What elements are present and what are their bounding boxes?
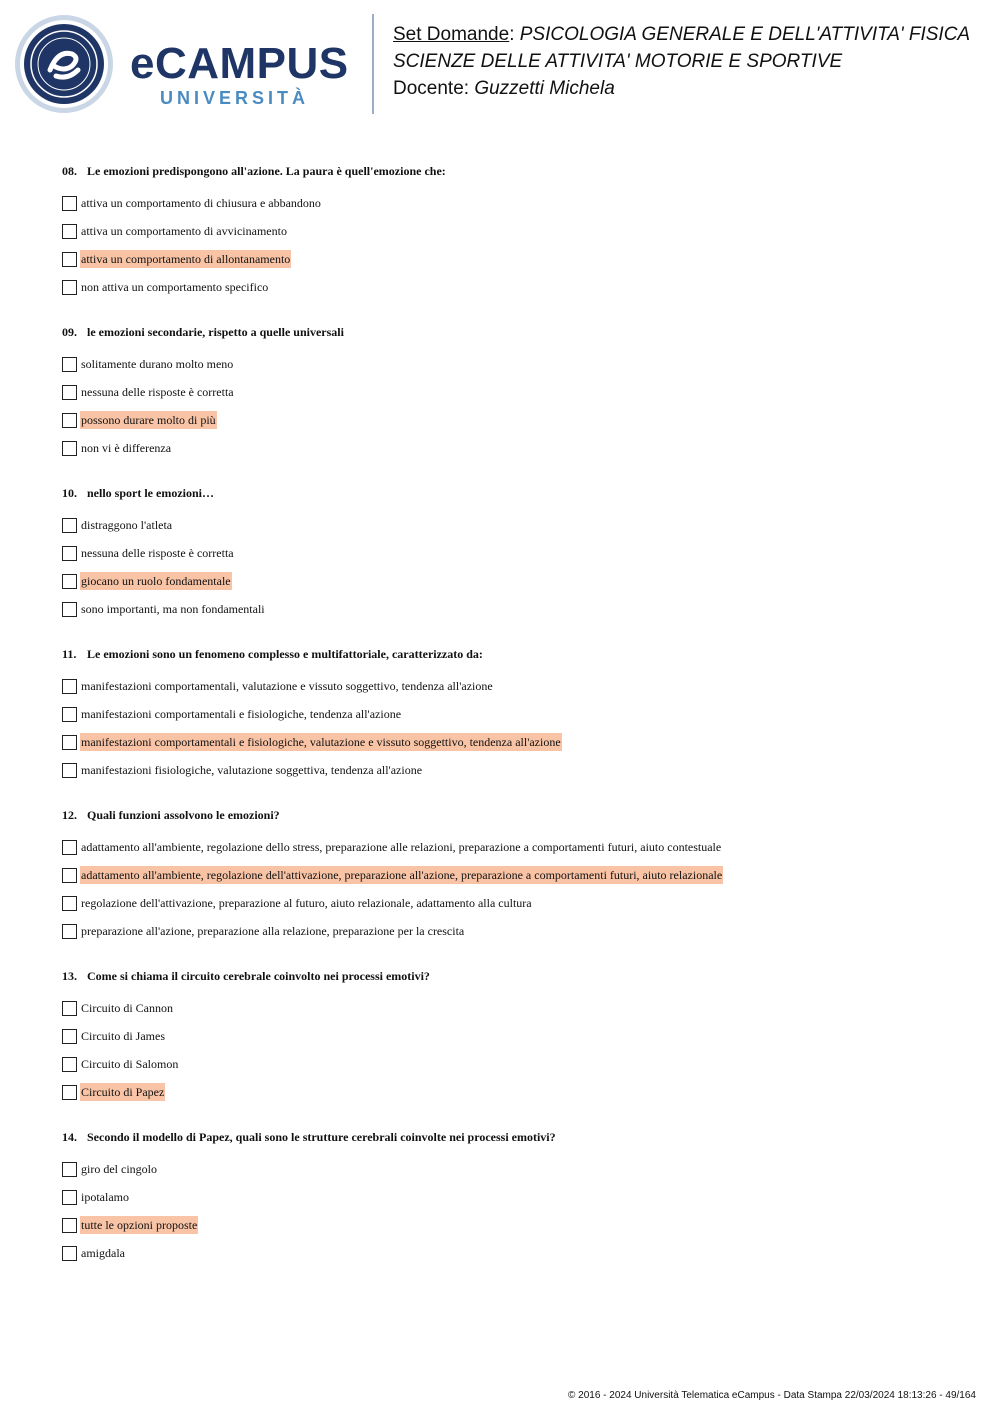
answer-text: manifestazioni comportamentali, valutazione e vissuto soggettivo, tendenza all'azione (81, 679, 493, 693)
question-block (62, 646, 962, 784)
answer-checkbox[interactable] (62, 896, 77, 911)
answer-option-correct[interactable] (62, 1078, 962, 1106)
question-block (62, 163, 962, 301)
answer-checkbox[interactable] (62, 868, 77, 883)
answer-text: adattamento all'ambiente, regolazione dell'attivazione, preparazione all'azione, preparazione a comportamenti futuri, aiuto relazionale (81, 868, 723, 882)
question-text: le emozioni secondarie, rispetto a quelle universali (87, 325, 344, 339)
answer-checkbox[interactable] (62, 224, 77, 239)
question-number: 13. (62, 969, 77, 983)
question-number: 14. (62, 1130, 77, 1144)
answer-checkbox[interactable] (62, 707, 77, 722)
answer-checkbox[interactable] (62, 1085, 77, 1100)
logo-subtitle: UNIVERSITÀ (160, 88, 310, 108)
answer-checkbox[interactable] (62, 280, 77, 295)
answer-checkbox[interactable] (62, 1190, 77, 1205)
answer-text: preparazione all'azione, preparazione alla relazione, preparazione per la crescita (81, 924, 465, 938)
answer-checkbox[interactable] (62, 252, 77, 267)
answer-text: giro del cingolo (81, 1162, 157, 1176)
question-number: 12. (62, 808, 77, 822)
answer-text: distraggono l'atleta (81, 518, 173, 532)
question-number: 09. (62, 325, 77, 339)
ecampus-seal-logo (14, 14, 114, 114)
answer-text: giocano un ruolo fondamentale (81, 574, 231, 588)
question-title (62, 485, 962, 501)
answer-checkbox[interactable] (62, 1029, 77, 1044)
answer-option[interactable] (62, 1183, 962, 1211)
answer-option-correct[interactable] (62, 406, 962, 434)
answer-checkbox[interactable] (62, 840, 77, 855)
question-list (62, 163, 962, 1290)
answer-text: manifestazioni fisiologiche, valutazione soggettiva, tendenza all'azione (81, 763, 423, 777)
answer-checkbox[interactable] (62, 679, 77, 694)
question-number: 11. (62, 647, 77, 661)
answer-text: regolazione dell'attivazione, preparazione al futuro, aiuto relazionale, adattamento alla cultura (81, 896, 532, 910)
answer-option[interactable] (62, 217, 962, 245)
answer-checkbox[interactable] (62, 413, 77, 428)
answer-text: ipotalamo (81, 1190, 129, 1204)
answer-checkbox[interactable] (62, 1218, 77, 1233)
question-number: 08. (62, 164, 77, 178)
answer-text: adattamento all'ambiente, regolazione dello stress, preparazione alle relazioni, preparazione a comportamenti futuri, aiuto contestuale (81, 840, 722, 854)
ecampus-wordmark (130, 40, 360, 112)
answer-text: manifestazioni comportamentali e fisiologiche, tendenza all'azione (81, 707, 402, 721)
answer-text: Circuito di Salomon (81, 1057, 179, 1071)
set-separator: : (509, 24, 520, 45)
answer-text: attiva un comportamento di allontanamento (81, 252, 291, 266)
question-text: Le emozioni sono un fenomeno complesso e multifattoriale, caratterizzato da: (87, 647, 483, 661)
question-title (62, 807, 962, 823)
teacher-name: Guzzetti Michela (474, 78, 615, 99)
answer-text: nessuna delle risposte è corretta (81, 385, 234, 399)
answer-option[interactable] (62, 1022, 962, 1050)
answer-option-correct[interactable] (62, 1211, 962, 1239)
answer-option[interactable] (62, 189, 962, 217)
answer-checkbox[interactable] (62, 518, 77, 533)
answer-option[interactable] (62, 672, 962, 700)
answer-option[interactable] (62, 350, 962, 378)
answer-text: non vi è differenza (81, 441, 172, 455)
answer-checkbox[interactable] (62, 1057, 77, 1072)
answer-text: non attiva un comportamento specifico (81, 280, 269, 294)
answer-option[interactable] (62, 378, 962, 406)
answer-checkbox[interactable] (62, 1001, 77, 1016)
answer-checkbox[interactable] (62, 924, 77, 939)
question-text: Le emozioni predispongono all'azione. La paura è quell'emozione che: (87, 164, 446, 178)
course-line-2: SCIENZE DELLE ATTIVITA' MOTORIE E SPORTIVE (393, 51, 843, 72)
answer-text: Circuito di Papez (81, 1085, 165, 1099)
answer-option-correct[interactable] (62, 728, 962, 756)
answer-checkbox[interactable] (62, 546, 77, 561)
answer-option[interactable] (62, 1050, 962, 1078)
answer-text: Circuito di Cannon (81, 1001, 173, 1015)
answer-option[interactable] (62, 700, 962, 728)
question-block (62, 1129, 962, 1267)
question-number: 10. (62, 486, 77, 500)
answer-option[interactable] (62, 511, 962, 539)
answer-option[interactable] (62, 434, 962, 462)
answer-text: tutte le opzioni proposte (81, 1218, 198, 1232)
course-name: PSICOLOGIA GENERALE E DELL'ATTIVITA' FISICA (519, 24, 971, 45)
answer-text: sono importanti, ma non fondamentali (81, 602, 265, 616)
answer-option[interactable] (62, 595, 962, 623)
logo-brand: eCAMPUS (130, 39, 349, 88)
question-title (62, 968, 962, 984)
answer-checkbox[interactable] (62, 1162, 77, 1177)
question-title (62, 646, 962, 662)
answer-checkbox[interactable] (62, 574, 77, 589)
answer-checkbox[interactable] (62, 602, 77, 617)
answer-option-correct[interactable] (62, 567, 962, 595)
answer-checkbox[interactable] (62, 1246, 77, 1261)
answer-option-correct[interactable] (62, 861, 962, 889)
answer-option[interactable] (62, 273, 962, 301)
answer-text: manifestazioni comportamentali e fisiologiche, valutazione e vissuto soggettivo, tendenza all'azione (81, 735, 561, 749)
answer-text: amigdala (81, 1246, 125, 1260)
answer-option-correct[interactable] (62, 245, 962, 273)
answer-text: nessuna delle risposte è corretta (81, 546, 234, 560)
answer-option[interactable] (62, 833, 962, 861)
question-title (62, 163, 962, 179)
answer-option[interactable] (62, 889, 962, 917)
answer-checkbox[interactable] (62, 735, 77, 750)
answer-option[interactable] (62, 756, 962, 784)
question-title (62, 1129, 962, 1145)
answer-text: Circuito di James (81, 1029, 165, 1043)
header-divider (372, 14, 374, 114)
question-block (62, 968, 962, 1106)
question-text: Quali funzioni assolvono le emozioni? (87, 808, 280, 822)
course-line-1 (393, 21, 993, 48)
question-text: Come si chiama il circuito cerebrale coinvolto nei processi emotivi? (87, 969, 430, 983)
answer-option[interactable] (62, 994, 962, 1022)
answer-checkbox[interactable] (62, 196, 77, 211)
answer-checkbox[interactable] (62, 385, 77, 400)
answer-checkbox[interactable] (62, 357, 77, 372)
header-info (393, 21, 993, 102)
teacher-label: Docente: (393, 78, 475, 99)
page-header (0, 0, 1000, 130)
answer-checkbox[interactable] (62, 441, 77, 456)
question-text: Secondo il modello di Papez, quali sono le strutture cerebrali coinvolte nei processi emotivi? (87, 1130, 556, 1144)
question-title (62, 324, 962, 340)
answer-text: attiva un comportamento di avvicinamento (81, 224, 287, 238)
answer-option[interactable] (62, 539, 962, 567)
question-block (62, 324, 962, 462)
answer-text: solitamente durano molto meno (81, 357, 234, 371)
answer-option[interactable] (62, 1155, 962, 1183)
question-text: nello sport le emozioni… (87, 486, 214, 500)
set-label: Set Domande (393, 24, 510, 45)
answer-option[interactable] (62, 1239, 962, 1267)
answer-text: attiva un comportamento di chiusura e abbandono (81, 196, 321, 210)
question-block (62, 485, 962, 623)
page-footer: © 2016 - 2024 Università Telematica eCampus - Data Stampa 22/03/2024 18:13:26 - 49/164 (568, 1390, 976, 1401)
question-block (62, 807, 962, 945)
answer-text: possono durare molto di più (81, 413, 216, 427)
teacher-line (393, 75, 993, 102)
answer-option[interactable] (62, 917, 962, 945)
answer-checkbox[interactable] (62, 763, 77, 778)
